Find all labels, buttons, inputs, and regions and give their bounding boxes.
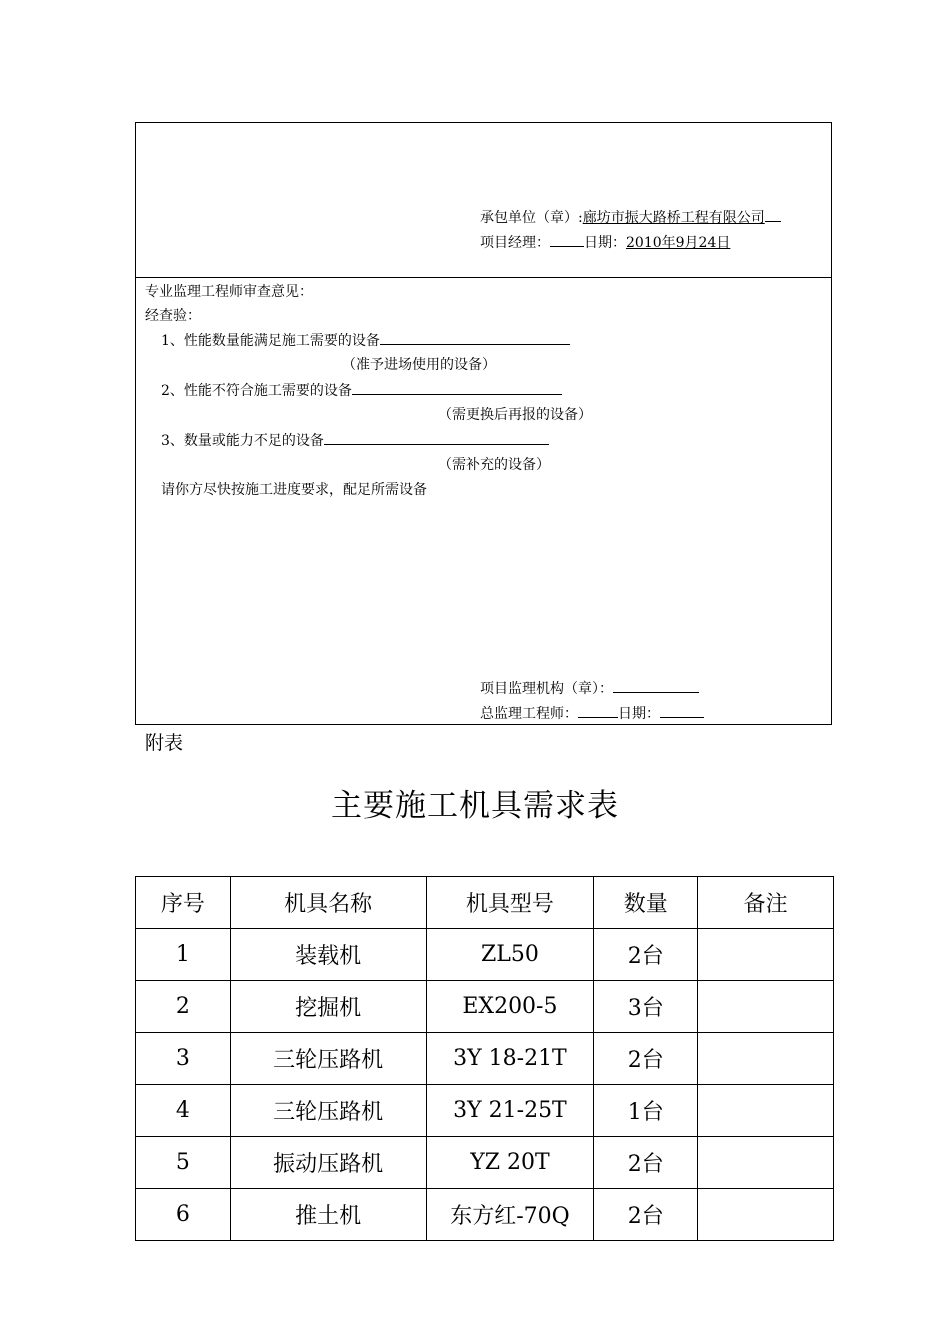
cell-remarks (698, 1137, 834, 1189)
review-item-1-note: （准予进场使用的设备） (342, 357, 496, 373)
contractor-unit-underline (765, 209, 781, 222)
header-index: 序号 (136, 877, 231, 929)
cell-model: ZL50 (426, 929, 594, 981)
table-row (136, 1189, 834, 1241)
cell-name: 三轮压路机 (230, 1085, 426, 1137)
equipment-table (135, 876, 834, 1241)
cell-name: 三轮压路机 (230, 1033, 426, 1085)
header-model: 机具型号 (426, 877, 594, 929)
review-item-3-note: （需补充的设备） (438, 457, 550, 473)
review-item-3 (161, 432, 549, 449)
manager-blank (550, 234, 584, 247)
cell-remarks (698, 1085, 834, 1137)
cell-quantity: 2台 (594, 929, 698, 981)
review-heading: 专业监理工程师审查意见： (145, 284, 313, 300)
cell-quantity: 2台 (594, 1033, 698, 1085)
cell-index: 5 (136, 1137, 231, 1189)
contractor-unit-line (480, 209, 781, 226)
table-header-row (136, 877, 834, 929)
review-checked: 经查验： (145, 308, 201, 324)
cell-index: 6 (136, 1189, 231, 1241)
contractor-unit-label: 承包单位（章）: (480, 210, 583, 226)
review-item-2-blank (352, 382, 562, 395)
cell-remarks (698, 981, 834, 1033)
cell-remarks (698, 929, 834, 981)
cell-quantity: 2台 (594, 1137, 698, 1189)
cell-model: EX200-5 (426, 981, 594, 1033)
date-value: 2010年9月24日 (626, 235, 731, 251)
supervisor-org-blank (613, 680, 699, 693)
cell-name: 推土机 (230, 1189, 426, 1241)
table-row (136, 1137, 834, 1189)
cell-model: YZ 20T (426, 1137, 594, 1189)
table-row (136, 981, 834, 1033)
review-item-3-text: 3、数量或能力不足的设备 (161, 433, 324, 449)
page-title: 主要施工机具需求表 (331, 788, 619, 824)
review-request: 请你方尽快按施工进度要求，配足所需设备 (161, 482, 427, 498)
contractor-manager-line (480, 234, 730, 251)
review-item-2-note: （需更换后再报的设备） (438, 407, 592, 423)
review-item-2 (161, 382, 562, 399)
date-label: 日期： (584, 235, 626, 251)
chief-engineer-label: 总监理工程师： (480, 706, 578, 722)
chief-date-label: 日期： (618, 706, 660, 722)
cell-model: 东方红-70Q (426, 1189, 594, 1241)
cell-quantity: 3台 (594, 981, 698, 1033)
cell-index: 4 (136, 1085, 231, 1137)
chief-date-blank (660, 705, 704, 718)
cell-index: 2 (136, 981, 231, 1033)
table-row (136, 1033, 834, 1085)
supervisor-org-label: 项目监理机构（章）： (480, 681, 613, 697)
chief-engineer-blank (578, 705, 618, 718)
cell-model: 3Y 21-25T (426, 1085, 594, 1137)
review-item-1-text: 1、性能数量能满足施工需要的设备 (161, 333, 380, 349)
cell-name: 振动压路机 (230, 1137, 426, 1189)
review-item-1 (161, 332, 570, 349)
header-quantity: 数量 (594, 877, 698, 929)
review-item-3-blank (324, 432, 549, 445)
form-divider (136, 277, 831, 278)
cell-name: 装载机 (230, 929, 426, 981)
review-item-2-text: 2、性能不符合施工需要的设备 (161, 383, 352, 399)
review-item-1-blank (380, 332, 570, 345)
cell-model: 3Y 18-21T (426, 1033, 594, 1085)
manager-label: 项目经理： (480, 235, 550, 251)
cell-name: 挖掘机 (230, 981, 426, 1033)
supervisor-org-line (480, 680, 699, 697)
cell-index: 3 (136, 1033, 231, 1085)
appendix-label: 附表 (145, 732, 184, 754)
cell-index: 1 (136, 929, 231, 981)
cell-quantity: 1台 (594, 1085, 698, 1137)
cell-remarks (698, 1189, 834, 1241)
header-remarks: 备注 (698, 877, 834, 929)
table-row (136, 1085, 834, 1137)
approval-form-box (135, 122, 832, 725)
header-name: 机具名称 (230, 877, 426, 929)
contractor-unit-value: 廊坊市振大路桥工程有限公司 (582, 210, 765, 226)
cell-quantity: 2台 (594, 1189, 698, 1241)
table-row (136, 929, 834, 981)
cell-remarks (698, 1033, 834, 1085)
chief-engineer-line (480, 705, 704, 722)
